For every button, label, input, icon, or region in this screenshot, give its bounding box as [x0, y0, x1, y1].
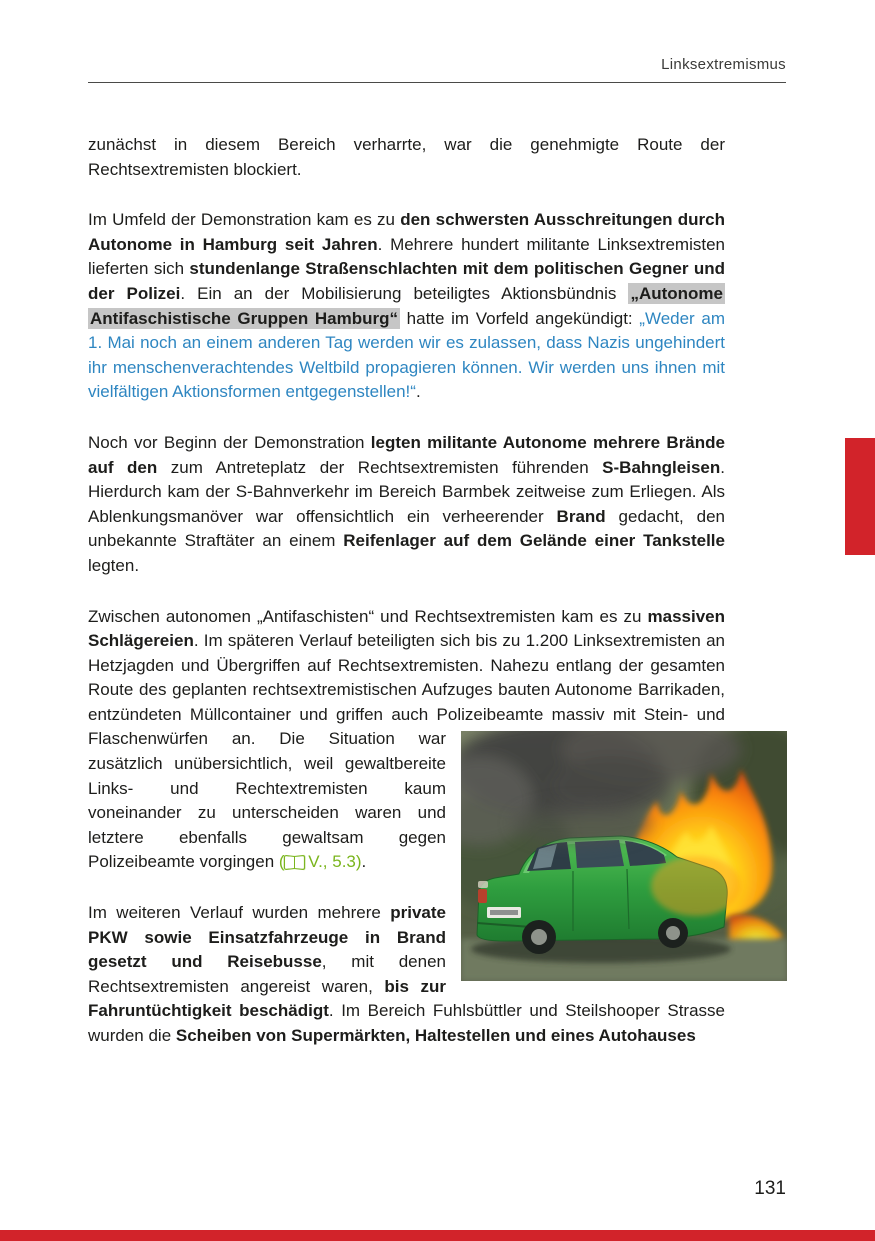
paragraph-text [88, 729, 446, 871]
text-run: stundenlange Straßenschlachten mit dem politischen Gegner und der Polizei [88, 259, 725, 303]
text-run: legten militante Autonome mehrere Brände auf den [88, 432, 725, 477]
paragraph-text [88, 210, 725, 401]
text-run: private PKW sowie Einsatzfahrzeuge in Brand gesetzt und Reisebusse [88, 903, 446, 972]
paragraph [88, 431, 725, 579]
page-header [88, 56, 786, 83]
text-run: Reifenlager auf dem Gelände einer Tankstelle [343, 531, 725, 551]
text-run: Zwischen autonomen „Antifaschisten“ und Rechtsextremisten kam es zu [88, 606, 648, 626]
text-run: V., 5.3) [303, 852, 362, 872]
text-run: . [415, 382, 421, 402]
page-number: 131 [754, 1178, 786, 1199]
chapter-tab-marker [845, 438, 875, 555]
text-run: „Autonome Antifaschistische Gruppen Hamburg“ [90, 283, 723, 328]
burning-car-photo [461, 731, 787, 981]
text-run: Im weiteren Verlauf wurden mehrere [88, 903, 391, 923]
text-run: bis zur Fahruntüchtigkeit beschädigt [88, 976, 446, 1021]
text-run: . Hierdurch kam der S-Bahnverkehr im Bereich Barmbek zeitweise zum Erliegen. Als Ablenkungsmanöver war offensichtlich ein verheerender [88, 457, 725, 526]
text-run: Im Umfeld der Demonstration kam es zu [88, 210, 401, 230]
text-run: legten. [88, 555, 140, 575]
open-book-icon [285, 855, 304, 868]
text-run: zunächst in diesem Bereich verharrte, war die genehmigte Route der Rechtsextremisten blockiert. [88, 135, 725, 179]
text-run: S-Bahngleisen [602, 457, 721, 477]
paragraph-text [88, 135, 725, 179]
text-run: massiven Schlägereien [88, 606, 725, 651]
text-run: . Im Bereich Fuhlsbüttler und Steilshooper Strasse wurden die [88, 1001, 725, 1045]
text-run: „Weder am 1. Mai noch an einem anderen Tag werden wir es zulassen, dass Nazis ungehindert ihr menschenverachtendes Weltbild propagieren können. Wir werden uns ihnen mit vielfältigen Aktionsformen entgegenstellen!“ [88, 308, 725, 402]
text-run: den schwersten Ausschreitungen durch Autonome in Hamburg seit Jahren [88, 210, 725, 254]
paragraph-with-photo [88, 605, 725, 876]
body-text [88, 133, 725, 1075]
text-run: Noch vor Beginn der Demonstration [88, 432, 371, 452]
text-run: gedacht, den unbekannte Straftäter an einem [88, 506, 726, 551]
burning-car-image [461, 731, 787, 981]
text-run: Die Situation war zusätzlich unübersichtlich, weil gewaltbereite Links- und Rechtextremisten kaum voneinander zu unterscheiden waren und letztere ebenfalls gewaltsam gegen Polizeibeamte vorgingen [88, 729, 446, 872]
paragraph [88, 208, 725, 405]
text-run: zum Antreteplatz der Rechtsextremisten führenden [157, 457, 603, 477]
text-run: hatte im Vorfeld angekündigt: [400, 308, 640, 328]
text-run: . Ein an der Mobilisierung beteiligtes Aktionsbündnis [180, 283, 629, 303]
text-run: Brand [556, 506, 606, 526]
text-run: . Mehrere hundert militante Linksextremisten lieferten sich [88, 234, 725, 279]
text-run: , mit denen Rechtsextremisten angereist waren, [88, 952, 446, 996]
paragraph-text [88, 607, 725, 749]
text-run: Scheiben von Supermärkten, Haltestellen und eines Autohauses [175, 1026, 696, 1045]
text-run: . [361, 852, 367, 872]
footer-accent-bar [0, 1230, 875, 1241]
text-run: . Im späteren Verlauf beteiligten sich bis zu 1.200 Linksextremisten an Hetzjagden und Übergriffen auf Rechtsextremisten. Nahezu entlang der gesamten Route des geplanten rechtsextremistischen Aufzuges bauten Autonome Barrikaden, entzündeten Müllcontainer und griffen auch Polizeibeamte massiv mit Stein- und Flaschenwürfen an. [88, 631, 725, 749]
paragraph-text [88, 433, 725, 575]
paragraph [88, 133, 725, 182]
running-head: Linksextremismus [661, 56, 786, 73]
text-run: ( [278, 852, 285, 872]
